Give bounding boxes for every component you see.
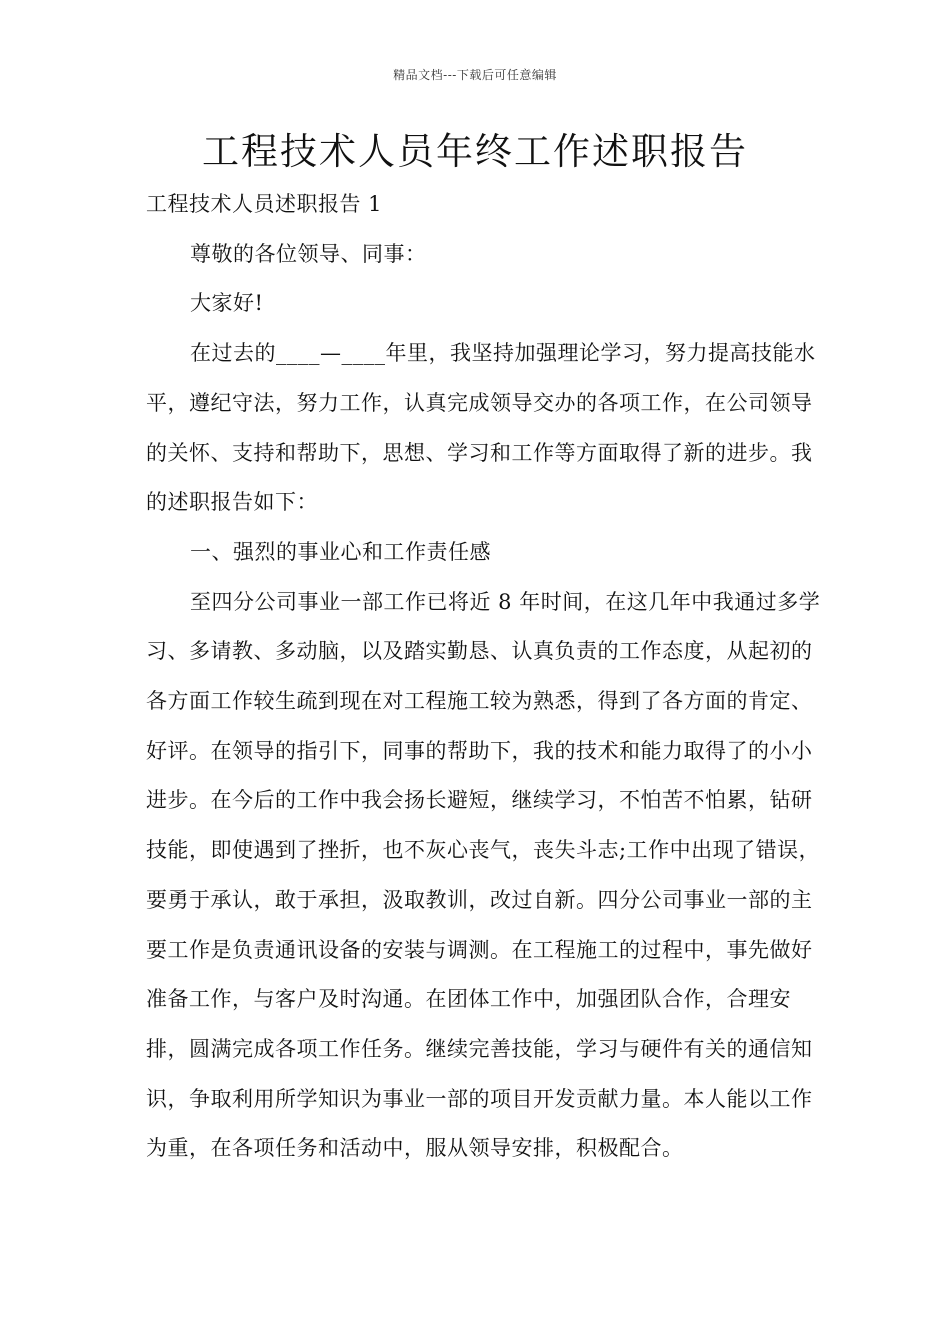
greeting: 大家好! bbox=[190, 291, 264, 316]
header-note: 精品文档---下载后可任意编辑 bbox=[393, 68, 557, 82]
salutation: 尊敬的各位领导、同事： bbox=[190, 241, 427, 266]
report-subtitle: 工程技术人员述职报告 1 bbox=[146, 192, 383, 216]
section-heading: 一、强烈的事业心和工作责任感 bbox=[190, 539, 491, 564]
section-paragraph: 至四分公司事业一部工作已将近 8 年时间，在这几年中我通过多学习、多请教、多动脑，以及踏实勤恳、认真负责的工作态度，从起初的各方面工作较生疏到现在对工程施工较为熟悉，得到了各方面的肯定、好评。在领导的指引下，同事的帮助下，我的技术和能力取得了的小小进步。在今后的工作中我会扬长避短，继续学习，不怕苦不怕累，钻研技能，即使遇到了挫折，也不灰心丧气，丧失斗志;工作中出现了错误，要勇于承认，敢于承担，汲取教训，改过自新。四分公司事业一部的主要工作是负责通讯设备的安装与调测。在工程施工的过程中，事先做好准备工作，与客户及时沟通。在团体工作中，加强团队合作，合理安排，圆满完成各项工作任务。继续完善技能，学习与硬件有关的通信知识，争取利用所学知识为事业一部的项目开发贡献力量。本人能以工作为重，在各项任务和活动中，服从领导安排，积极配合。 bbox=[146, 589, 821, 1161]
document-body bbox=[146, 180, 824, 1174]
document-title: 工程技术人员年终工作述职报告 bbox=[202, 130, 748, 173]
intro-paragraph: 在过去的____—____年里，我坚持加强理论学习，努力提高技能水平，遵纪守法，努力工作，认真完成领导交办的各项工作，在公司领导的关怀、支持和帮助下，思想、学习和工作等方面取得了新的进步。我的述职报告如下： bbox=[146, 341, 816, 515]
